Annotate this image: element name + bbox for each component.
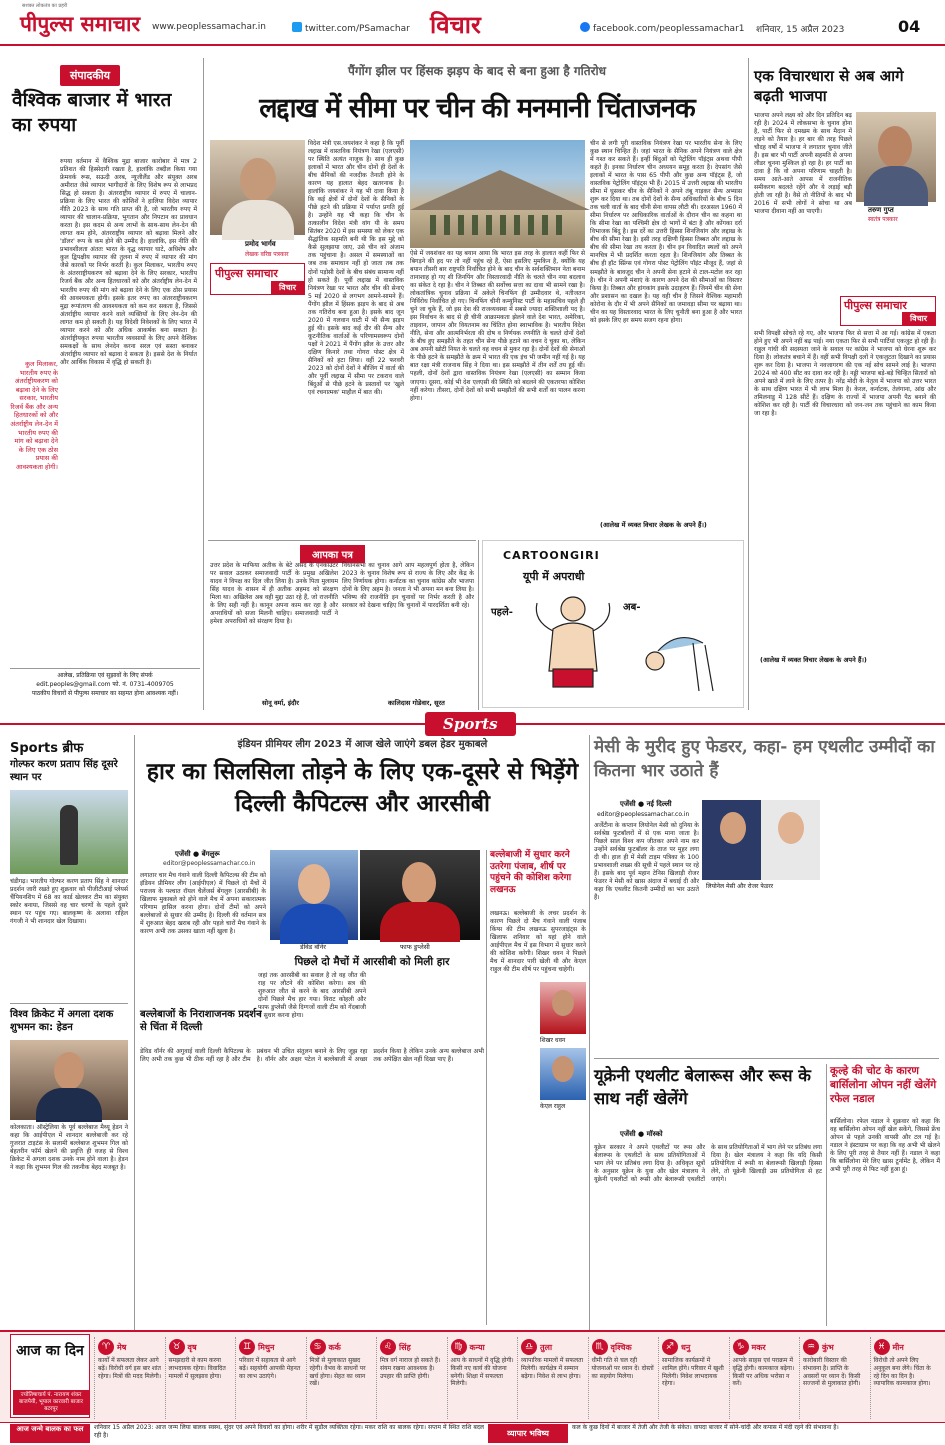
ipl-body: लगातार चार मैच गंवाने वाली दिल्ली कैपिटल्स की टीम को इंडियन प्रीमियर लीग (आईपीएल) में पिछले दो मैचों में पराजय के पश्चात रॉयल चैलेंजर्स बेंगलुरु (आरसीबी) के खिलाफ मुकाबले को होने वाले मैच में अपना सकारात्मक परिणाम हासिल करना होगा। दोनों टीमों को अपने बल्लेबाजों से सुधार की उम्मीद है। दिल्ली की वर्तमान सत्र में शुरुआत बेहद खराब रही और पहले चारों मैच गंवाने के कारण अभी तक उसका खाता नहीं खुला है। bbox=[140, 872, 266, 936]
ladakh-col3: चीन से लगी पूरी वास्तविक नियंत्रण रेखा पर भारतीय सेना के लिए कुछ स्थान चिन्हित हैं। जहां भारत के सैनिक अपने नियंत्रण वाले क्षेत्र में गश्त कर सकते हैं। इन्हीं बिंदुओं को पेट्रोलिंग पॉइंट्स अथवा पीपी कहते हैं। इनका निर्धारण चीन अध्ययन समूह करता है। देपसांग जैसे इलाकों में भारत के पास 65 पीपी और कुछ अन्य पॉइंट्स हैं, जो वास्तविक पेट्रोलिंग पॉइंट्स भी हैं। 2015 में उत्तरी लद्दाख की भारतीय सीमा में घुसकर चीन के सैनिकों ने अपने तंबू गाड़कर सैन्य अभ्यास शुरू कर दिया था। तब दोनों देशों के सैन्य अधिकारियों के बीच 5 दिन तक चली वार्ता के बाद चीनी सेना वापस लौटी थी। दरअसल 1960 में सीमा निर्धारण पर आधिकारिक वार्ताओं के दौरान चीन का कहना था कि सीमा रेखा का पश्चिमी क्षेत्र दो भागों में बंटा है और कोंगका दर्रा विभाजक बिंदु है। इस दर्रे का उत्तरी हिस्सा शिनजियांग और लद्दाख के बीच की सीमा रेखा है। इसी तरह दक्षिणी हिस्सा तिब्बत और लद्दाख के बीच की सीमा रेखा तय करता है। चीन इन विवादित स्थलों को अपने मानचित्र में भी प्रदर्शित करता रहता है। शिनजियांग और तिब्बत के बीच ही हॉट स्प्रिंग्स एवं गोगरा पोस्ट पेट्रोलिंग पॉइंट मौजूद हैं, जहां से समझौते के बावजूद चीन ने अपनी सेना हटाने से टाल-मटोल कर रहा है। चीन ने अपनी मंशाएं के कारण अपने देश की सीमाओं का विस्तार किया है। तिब्बत और हांगकांग इसके उदाहरण हैं। जिनमें चीन की सेना और प्रशासन का दखल है। यह वही चीन है जिसने वैश्विक महामारी कोरोना के दौर में भी अपने सैनिकों का जमावड़ा सीमा पर बढ़ाया था। चीन का यह विस्तारवाद भारत के लिए चुनौती बना हुआ है और भारत को इसके लिए हर समय सजग रहना होगा। bbox=[590, 140, 742, 324]
cartoon-after-label: अब- bbox=[623, 602, 641, 613]
cartoon-title: CARTOONGIRI bbox=[503, 549, 600, 562]
gill-shirt bbox=[36, 1088, 102, 1122]
divider bbox=[478, 540, 479, 710]
horoscope-sign bbox=[235, 1337, 306, 1419]
twitter-handle[interactable] bbox=[292, 22, 410, 34]
ukraine-body: यूक्रेन सरकार ने अपने एथलीटों पर रूस और बेलारूस के एथलीटों के साथ प्रतियोगिताओं में भाग लेने पर प्रतिबंध लगा दिया है। अधिकृत सूत्रों के अनुसार यूक्रेन के युवा और खेल मंत्रालय ने यूक्रेनी एथलीटों को रूसी और बेलारूसी एथलीटों के साथ प्रतियोगिताओं में भाग लेने पर प्रतिबंध लगा दिया है। खेल मंत्रालय ने कहा कि यदि किसी प्रतियोगिता में रूसी या बेलारूसी खिलाड़ी हिस्सा लेंगे, तो यूक्रेनी खिलाड़ी उस प्रतियोगिता से हट जाएंगे। bbox=[594, 1144, 822, 1184]
masthead-tagline: सशक्त लोकतंत्र का प्रहरी bbox=[22, 3, 68, 9]
ladakh-logo: पीपुल्स समाचार bbox=[215, 267, 278, 280]
letters-col1: उत्तर प्रदेश के माफिया अतीक के बेटे असद के एनकाउंटर पर सवाल उठाकर समाजवादी पार्टी के प्रमुख अखिलेश यादव ने विपक्ष का दिल जीत लिया है। उनके पिता मुलायम सिंह यादव के शासन में ही अतीक अहमद को संरक्षण मिला था। अखिलेश अब वही मुद्दा उठा रहे हैं, जो राजनीति के लिए सही नहीं है। कानून अपना काम कर रहा है और अपराधियों को सजा मिलनी चाहिए। समाजवादी पार्टी ने हमेशा अपराधियों को संरक्षण दिया है। bbox=[210, 562, 338, 626]
federer-agency: एजेंसी ● नई दिल्ली bbox=[620, 800, 672, 808]
cartoon-panel bbox=[482, 540, 744, 708]
sign-name: मेष bbox=[117, 1342, 127, 1352]
editorial-footer-email[interactable]: edit.peoples@gmail.com फो. नं. 0731-4009705 bbox=[36, 681, 174, 688]
sign-name: वृश्चिक bbox=[610, 1342, 632, 1352]
birth-text: शनिवार 15 अप्रैल 2023: आज जन्म लिया बालक स्वस्थ, सुंदर एवं अपने विचारों का होगा। शरीर में सुडौल व्यक्तित्व रहेगा। मकर राशि का बालक रहेगा। सप्तम में स्थित राशि बदल रही है। bbox=[94, 1424, 484, 1439]
zodiac-icon: ♐ bbox=[662, 1339, 678, 1355]
ipl-title: हार का सिलसिला तोड़ने के लिए एक-दूसरे से भिड़ेंगे दिल्ली कैपिटल्स और आरसीबी bbox=[146, 758, 579, 818]
bjp-author-name: तरुण गुप्त bbox=[868, 206, 894, 214]
messi-federer-caption: लियोनेल मेसी और रोजर फेडरर bbox=[706, 883, 774, 890]
sign-header bbox=[98, 1339, 162, 1355]
federer-email[interactable]: editor@peoplessamachar.co.in bbox=[597, 811, 690, 818]
twitter-text: twitter.com/PSamachar bbox=[305, 24, 410, 34]
ipl-kicker: इंडियन प्रीमियर लीग 2023 में आज खेले जाएंगे डबल हेडर मुकाबले bbox=[237, 739, 488, 750]
divider bbox=[748, 58, 749, 710]
author-name: प्रमोद भार्गव bbox=[245, 240, 276, 248]
editorial-title: वैश्विक बाजार में भारत का रुपया bbox=[12, 89, 172, 136]
letters-sig2: कालिदास गोडेवार, सूरत bbox=[388, 699, 445, 707]
letters-col2: विधानसभा का चुनाव आगे आप महत्वपूर्ण होता है, लेकिन 2023 के चुनाव विशेष रूप से राज्य के लिए और केंद्र के लिए निर्णायक होगा। कर्नाटक का चुनाव कांग्रेस और भाजपा दोनों के लिए अहम है। जनता ने भी अपना मन बना लिया है। भविष्य की राजनीति इन चुनावों पर निर्भर करती है और सरकार को देखना चाहिए कि चुनावों में पारदर्शिता बनी रहे। bbox=[342, 562, 474, 610]
ipl-agency: एजेंसी ● बेंगलुरू bbox=[175, 850, 220, 858]
sign-name: कन्या bbox=[469, 1342, 485, 1352]
rahul-face bbox=[552, 1056, 574, 1082]
sign-name: तुला bbox=[540, 1342, 553, 1352]
gill-face bbox=[54, 1052, 84, 1090]
bjp-author-face bbox=[878, 126, 912, 168]
bjp-section-badge: विचार bbox=[902, 312, 935, 325]
ipl-body-lower bbox=[140, 1110, 484, 1325]
sign-text: कार्यों में सफलता लेकर आगे बढ़ें। विरोधी वर्ग इस बार शांत रहेगा। मित्रों की मदद मिलेगी। bbox=[98, 1357, 162, 1380]
sports-banner: Sports bbox=[425, 712, 516, 736]
cartoon-drawing bbox=[523, 581, 738, 706]
bjp-title: एक विचारधारा से अब आगे बढ़ती भाजपा bbox=[754, 67, 904, 106]
author-photo bbox=[210, 140, 305, 235]
sign-header bbox=[733, 1339, 797, 1355]
horoscope-sign bbox=[165, 1337, 236, 1419]
zodiac-icon: ♍ bbox=[451, 1339, 467, 1355]
cartoon-before-label: पहले- bbox=[491, 607, 513, 618]
ladakh-col1: विदेश मंत्री एस.जयशंकर ने कहा है कि पूर्वी लद्दाख में वास्तविक नियंत्रण रेखा (एलएसी) पर स्थिति अत्यंत नाजुक है। साथ ही कुछ इलाकों में भारत और चीन दोनों ही देशों के बीच सैनिकों की नजदीक तैनाती होने के कारण यह हालात बेहद खतरनाक है। हालांकि जयशंकर ने यह भी दावा किया है कि कई क्षेत्रों में दोनों देशों के सैनिकों के पीछे हटने की प्रक्रिया में पर्याप्त प्रगति हुई है। उन्होंने यह भी कहा कि चीन के तत्कालीन विदेश मंत्री वांग यी के समय सितंबर 2020 में इस समस्या को लेकर एक सैद्धांतिक सहमति बनी थी कि इस मुद्दे को कैसे सुलझाया जाए, उसे चीन को अंजाम तक पहुंचाना है। असल में समस्याओं का जब तक समाधान नहीं हो जाता तब तक दोनों पड़ोसी देशों के बीच संबंध सामान्य नहीं हो सकते हैं। पूर्वी लद्दाख में वास्तविक नियंत्रण रेखा पर भारत और चीन की सेनाएं 5 मई 2020 से लगभग आमने-सामने हैं। पैंगोंग झील में हिंसक झड़प के बाद से अब तक गतिरोध बना हुआ है। इसके बाद जून 2020 में गलवान घाटी में भी सैन्य झड़प हुई थी। इसके बाद कई दौर की सैन्य और कूटनीतिक वार्ताओं के परिणामस्वरूप दोनों पक्षों ने 2021 में पैंगोंग झील के उत्तर और दक्षिण किनारे तथा गोगरा पोस्ट क्षेत्र में सैनिकों को हटा लिया। वहीं 22 फरवरी 2023 को दोनों देशों ने बीजिंग में वार्ता की और पूर्वी लद्दाख में सीमा पर टकराव वाले बिंदुओं से पीछे हटने के प्रस्तावों पर 'खुले एवं रचनात्मक' माहौल में बात की। bbox=[308, 140, 404, 396]
golf-photo bbox=[10, 790, 128, 874]
sign-text: विरोधी तो अपने लिए अनुकूल बना लेंगे। चिंता के रहे दिन का दिन है। व्यापारिक कामकाज होगा। bbox=[873, 1357, 931, 1388]
dc-body: डेविड वॉर्नर की अगुवाई वाली दिल्ली कैपिटल्स के लिए अभी तक कुछ भी ठीक नहीं रहा है और टीम प्रबंधन भी उचित संतुलन बनाने के लिए जूझ रहा है। वॉर्नर और अक्षर पटेल ने बल्लेबाजी में अच्छा प्रदर्शन किया है लेकिन उनके अन्य बल्लेबाज अभी तक अपेक्षित खेल नहीं दिखा पाए हैं। bbox=[140, 1048, 484, 1064]
gill-photo bbox=[10, 1040, 128, 1120]
duplessis-jersey bbox=[380, 902, 460, 942]
horoscope-sign bbox=[306, 1337, 377, 1419]
sign-text: आय के साधनों में वृद्धि होगी। किसी नए कार्य की योजना बनेगी। शिक्षा में सफलता मिलेगी। bbox=[450, 1357, 514, 1388]
golf-body: चंडीगढ़। भारतीय गोल्फर करण प्रताप सिंह ने शानदार प्रदर्शन जारी रखते हुए शुक्रवार को पीजीटीआई प्लेयर्स चैंपियनशिप में 68 का कार्ड खेलकर टीम का संयुक्त स्कोर बनाया, जिससे वह चार चरणों के पहले दूसरे स्थान पर पहुंच गए। बालकृष्ण के अलावा राहिल गंगजी ने भी शानदार खेल दिखाया। bbox=[10, 878, 128, 926]
section-title: विचार bbox=[430, 10, 481, 39]
ladakh-title: लद्दाख में सीमा पर चीन की मनमानी चिंताजनक bbox=[259, 93, 695, 124]
federer-title: मेसी के मुरीद हुए फेडरर, कहा- हम एथलीट उम्मीदों का कितना भार उठाते हैं bbox=[594, 737, 935, 781]
divider bbox=[10, 1003, 128, 1004]
page-number: 04 bbox=[898, 17, 921, 36]
divider bbox=[589, 735, 590, 1330]
editorial-tag: संपादकीय bbox=[60, 65, 120, 86]
horoscope-sign bbox=[729, 1337, 800, 1419]
dhawan-face bbox=[552, 990, 574, 1016]
zodiac-icon: ♌ bbox=[380, 1339, 396, 1355]
zodiac-icon: ♊ bbox=[239, 1339, 255, 1355]
editorial-footer-disclaimer: पाठकीय विचारों से पीपुल्स समाचार का सहमत होना आवश्यक नहीं। bbox=[31, 690, 179, 697]
sign-name: मीन bbox=[892, 1342, 904, 1352]
warner-jersey bbox=[280, 904, 348, 944]
divider bbox=[826, 1064, 827, 1326]
warner-photo bbox=[270, 850, 358, 940]
sign-name: कुंभ bbox=[822, 1342, 834, 1352]
site-url[interactable]: www.peoplessamachar.in bbox=[152, 22, 266, 32]
horoscope-title: आज का दिन bbox=[16, 1343, 84, 1359]
sign-header bbox=[310, 1339, 374, 1355]
warner-face bbox=[298, 864, 330, 904]
strongman-figure bbox=[536, 597, 609, 687]
sign-text: मित्रों से मुलाकात सुखद रहेगी। वैभव के साधनों पर खर्च होगा। सेहत का ध्यान रखें। bbox=[309, 1357, 366, 1388]
facebook-handle[interactable] bbox=[580, 22, 745, 34]
ladakh-col1b bbox=[210, 298, 404, 536]
sign-name: सिंह bbox=[399, 1342, 411, 1352]
birth-tag: आज जन्मे बालक का फल bbox=[10, 1424, 90, 1443]
sign-header bbox=[662, 1339, 726, 1355]
zodiac-icon: ♏ bbox=[592, 1339, 608, 1355]
horoscope-sign bbox=[94, 1337, 165, 1419]
sign-name: कर्क bbox=[328, 1342, 341, 1352]
nadal-title: कूल्हे की चोट के कारण बार्सिलोना ओपन नहीं खेलेंगे रफेल नडाल bbox=[830, 1065, 937, 1106]
business-text: कल के कुछ दिनों में बाजार में तेजी और तेजी के संकेत। वायदा बाजार में सोने-चांदी और कपास में मंदी रहने की संभावना है। bbox=[572, 1424, 839, 1431]
sign-text: मित्र वर्ग नाराज हो सकते हैं। संयम रखना आवश्यक है। उपहार की प्राप्ति होगी। bbox=[380, 1357, 441, 1380]
bjp-body1: भाजपा अपने लक्ष्य को और दिन प्रतिदिन बढ़ रही है। 2024 में लोकसभा के चुनाव होना है, पार्टी फिर से दमखम के साथ मैदान में लड़ने को तैयार है। हर बार की तरह पिछले चौदह वर्षों में भाजपा ने लगातार चुनाव जीते हैं। इस बार भी पार्टी अपनी सहमति से अपना लीडर चुनना मुश्किल हो रहा है। हर पार्टी का दावा है कि वो अपना परिणाम चाहती है। समय आते-आते आपस में राजनीतिक समीकरण बदलते रहेंगे और ये लड़ाई बड़ी होती जा रही है। वैसे तो नीतियों के बाद भी 2016 में सभी लोगों ने सोचा था अब भाजपा दीवाना नहीं आ पाएगी। bbox=[754, 112, 852, 216]
zodiac-icon: ♋ bbox=[310, 1339, 326, 1355]
business-tag: व्यापार भविष्य bbox=[488, 1424, 568, 1443]
bjp-body2: सभी विपक्षी सोचते रहे गए, और भाजपा फिर से सत्ता में आ गई। कांग्रेस में एकता होने हुए भी अपने नहीं बढ़ पाई। नया एकता फिर से सभी पार्टियां एकजुट हो रही हैं। राहुल गांधी की सदस्यता जाने के सवाल पर कांग्रेस ने भाजपा को घेरना शुरू कर दिया है। लोकतंत्र बचाने में हैं। वहीं सभी विपक्षी दलों ने एकजुटता दिखाने का प्रयास शुरू कर दिया है। भाजपा ने नवजागरण की एक नई सोच सामने लाई है। भाजपा 2024 को 400 सीट का दावा कर रही है। नड्डी भाजपा बड़े-बड़े चिन्हित सितारों को अपने खाते में लाने के लिए तत्पर है। नरेंद्र मोदी के नेतृत्व में भाजपा को उत्तर भारत के साथ दक्षिण भारत में भी लाभ मिला है। केरल, कर्नाटक, तेलंगाना, आंध्र और तमिलनाडु में 128 सीटें हैं। दक्षिण के राज्यों में भाजपा अपनी पैठ बनाने की कोशिश कर रही है। पार्टी की विचारधारा को जन-जन तक पहुंचाने का काम किया जा रहा है। bbox=[754, 330, 936, 418]
messi-federer-photo bbox=[702, 800, 820, 880]
dc-head: बल्लेबाजों के निराशाजनक प्रदर्शन से चिंता में दिल्ली bbox=[140, 1009, 262, 1033]
duplessis-photo bbox=[360, 850, 480, 940]
ladakh-logo-box bbox=[210, 263, 305, 295]
zodiac-icon: ♈ bbox=[98, 1339, 114, 1355]
zodiac-icon: ♎ bbox=[521, 1339, 537, 1355]
federer-body: अर्जेंटीना के कप्तान लियोनेल मेसी को दुनिया के सर्वश्रेष्ठ फुटबॉलरों में से एक माना जाता है। पिछले साल विश्व कप जीतकर अपने नाम कर उन्होंने सर्वश्रेष्ठ फुटबॉलर के ताज पर मुहर लगा दी थी। हाल ही में मेसी टाइम पत्रिका के 100 प्रभावशाली शख्स की सूची में पहले स्थान पर रहे हैं। इसके बाद पूर्व महान टेनिस खिलाड़ी रोजर फेडरर ने मेसी को खास अंदाज में बधाई दी और कहा कि एथलीट कितनी उम्मीदों का भार उठाते हैं। bbox=[594, 822, 699, 902]
golfer-figure bbox=[60, 805, 78, 865]
masthead-logo: पीपुल्स समाचार bbox=[20, 11, 141, 36]
horoscope-sign bbox=[799, 1337, 870, 1419]
sign-text: समझदारी से काम करना लाभदायक रहेगा। विवादित मामलों में सुलझाव होगा। bbox=[168, 1357, 226, 1380]
letters-title: आपका पत्र bbox=[300, 545, 365, 563]
bjp-logo: पीपुल्स समाचार bbox=[844, 299, 907, 312]
sign-header bbox=[803, 1339, 867, 1355]
divider bbox=[134, 735, 135, 1330]
rcb-head: पिछले दो मैचों में आरसीबी को मिली हार bbox=[294, 956, 450, 968]
editorial-footer-line1: आलेख, प्रतिक्रिया एवं सुझावों के लिए संपर्क bbox=[57, 672, 153, 679]
letters-sig1: सोनू वर्मा, इंदौर bbox=[262, 699, 299, 707]
zodiac-icon: ♑ bbox=[733, 1339, 749, 1355]
zodiac-icon: ♉ bbox=[169, 1339, 185, 1355]
divider bbox=[208, 540, 476, 541]
twitter-icon bbox=[292, 22, 302, 32]
ukraine-title: यूक्रेनी एथलीट बेलारूस और रूस के साथ नहीं खेलेंगे bbox=[594, 1066, 811, 1109]
bent-figure bbox=[646, 638, 713, 691]
rahul-photo bbox=[540, 1048, 586, 1100]
horoscope-sign bbox=[447, 1337, 518, 1419]
ipl-email[interactable]: editor@peoplessamachar.co.in bbox=[163, 860, 256, 867]
duplessis-caption: फाफ डुप्लेसी bbox=[400, 943, 430, 951]
masthead bbox=[0, 0, 945, 46]
facebook-text: facebook.com/peoplessamachar1 bbox=[593, 24, 745, 34]
sign-header bbox=[592, 1339, 656, 1355]
sign-name: मकर bbox=[751, 1342, 766, 1352]
ladakh-kicker: पैंगोंग झील पर हिंसक झड़प के बाद से बना हुआ है गतिरोध bbox=[348, 64, 606, 78]
rcb-body: जहां तक आरसीबी का सवाल है तो वह जीत की राह पर लौटने की कोशिश करेगा। सत्र की शुरुआत जीत से करने के बाद आरसीबी अपने दोनों पिछले मैच हार गया। विराट कोहली और फाफ डुप्लेसी जैसे दिग्गजों वाली टीम को गेंदबाजी में सुधार करना होगा। bbox=[258, 972, 366, 1020]
horoscope-sign bbox=[658, 1337, 729, 1419]
horoscope-sign bbox=[517, 1337, 588, 1419]
golf-title: गोल्फर करण प्रताप सिंह दूसरे स्थान पर bbox=[10, 759, 118, 783]
sign-name: मिथुन bbox=[258, 1342, 275, 1352]
wc-body: कोलकाता। ऑस्ट्रेलिया के पूर्व बल्लेबाज मैथ्यू हेडन ने कहा कि आईपीएल में शानदार बल्लेबाजी कर रहे गुजरात टाइटंस के सलामी बल्लेबाज शुभमन गिल को बेहतरीन फॉर्म खेलने की प्रवृत्ति ही वजह से विश्व क्रिकेट में अगला दशक उनके नाम होने वाला है। हेडन ने कहा कि शुभमन गिल की तकनीक बेहद मजबूत है। bbox=[10, 1124, 128, 1172]
warner-caption: डेविड वॉर्नर bbox=[300, 943, 326, 951]
sign-name: वृष bbox=[187, 1342, 197, 1352]
divider bbox=[486, 850, 487, 1325]
rahul-caption: केएल राहुल bbox=[540, 1103, 566, 1110]
rcb-body-b bbox=[370, 972, 482, 1042]
dhawan-photo bbox=[540, 982, 586, 1034]
divider bbox=[203, 58, 204, 710]
facebook-icon bbox=[580, 22, 590, 32]
federer-body-b bbox=[702, 893, 820, 1053]
sign-text: सामाजिक कार्यक्रमों में शामिल होंगे। परिवार में खुशी मिलेगी। निवेश लाभदायक रहेगा। bbox=[662, 1357, 724, 1388]
dhawan-head: बल्लेबाजी में सुधार करने उतरेगा पंजाब, शीर्ष पर पहुंचने की कोशिश करेगा लखनऊ bbox=[490, 850, 572, 896]
author-role: लेखक वरिष्ठ पत्रकार bbox=[245, 251, 289, 258]
sign-header bbox=[380, 1339, 444, 1355]
zodiac-icon: ♓ bbox=[874, 1339, 890, 1355]
bjp-logo-box bbox=[840, 296, 936, 326]
horoscope-sign bbox=[376, 1337, 447, 1419]
editorial-footer bbox=[10, 668, 200, 706]
federer-body-c bbox=[824, 800, 938, 1053]
messi-face bbox=[720, 812, 746, 844]
sports-brief-tag bbox=[10, 738, 83, 756]
ladakh-photo bbox=[410, 140, 585, 248]
sign-name: धनु bbox=[681, 1342, 691, 1352]
federer-face bbox=[778, 812, 804, 844]
sign-text: धीमी गति से चल रही योजनाओं पर ध्यान दें। दोस्तों का सहयोग मिलेगा। bbox=[591, 1357, 654, 1380]
issue-date: शनिवार, 15 अप्रैल 2023 bbox=[756, 25, 845, 35]
nadal-body: बार्सिलोना। रफेल नडाल ने शुक्रवार को कहा कि वह बार्सिलोना ओपन नहीं खेल सकेंगे, जिससे फ्रेंच ओपन से पहले उनकी वापसी और टल गई है। नडाल ने इंस्टाग्राम पर कहा कि वह अभी भी खेलने के लिए पूरी तरह से तैयार नहीं हैं। नडाल ने कहा कि बार्सिलोना मेरे लिए खास टूर्नामेंट है, लेकिन मैं अभी पूरी तरह से फिट नहीं हुआ हूं। bbox=[830, 1118, 940, 1174]
ukraine-agency: एजेंसी ● मॉस्को bbox=[620, 1130, 663, 1138]
zodiac-icon: ♒ bbox=[803, 1339, 819, 1355]
sign-header bbox=[874, 1339, 938, 1355]
wc-title: विश्व क्रिकेट में अगला दशक शुभमन का: हेडन bbox=[10, 1009, 114, 1033]
astrologer: ज्योतिषाचार्य पं. नारायण शंकर बाजपेयी, भूपाल कारवारी बाजार बटरपुर bbox=[13, 1390, 89, 1415]
ladakh-note: (आलेख में व्यक्त विचार लेखक के अपने हैं।) bbox=[600, 521, 707, 529]
bjp-author-photo bbox=[856, 112, 936, 202]
dhawan-body: लखनऊ। बल्लेबाजी के लचर प्रदर्शन के कारण पिछले दो मैच गंवाने वाली पंजाब किंग्स की टीम लखनऊ सुपरजाइंट्स के खिलाफ शनिवार को यहां होने वाले आईपीएल मैच में इस विभाग में सुधार करने की कोशिश करेगी। शिखर धवन ने पिछले मैच में शानदार पारी खेली थी और केएल राहुल की टीम शीर्ष पर पहुंचना चाहेगी। bbox=[490, 910, 586, 974]
soldiers-row bbox=[430, 215, 570, 235]
sports-brief-text: Sports ब्रीफ bbox=[10, 741, 84, 756]
sign-header bbox=[239, 1339, 303, 1355]
ladakh-col2: ऐसे में जयशंकर का यह बयान आया कि भारत इस तरह के हालात कहीं फिर से बिगड़ने की हद पर तो नहीं पहुंच रहे हैं, ऐसा इसलिए मुमकिन है, क्योंकि यह बयान तीसरी बार राष्ट्रपति निर्वाचित होने के बाद चीन के सर्वशक्तिमान नेता बनाम तानाशाह हो गए शी जिनपिंग और विस्तारवादी नीति के चलते चीन नया बदलाव का संकेत दे रहा है। चीन ने तिब्बत की सर्वोच्च सत्ता का दावा भी सामने रखा है। लोकतांत्रिक चुनाव प्रक्रिया में अकेले चिनफिंग ही उम्मीदवार थे, नतीजतन निर्विरोध निर्वाचित हो गए। चिनफिंग चीनी कम्युनिस्ट पार्टी के महासचिव पहले ही चुने जा चुके हैं, जो इस देश की राजव्यवस्था में सबसे ज्यादा शक्तिशाली पद है। इस निर्वाचन के बाद से ही चीनी आक्रामकता झेलने वाले देश भारत, अमेरिका, ताइवान, जापान और वियतनाम का चिंतित होना स्वाभाविक है। भारतीय विदेश नीति, सेना और आत्मनिर्भरता की दोष व निर्णयक रणनीति के चलते दोनों देशों के बीच हुए समझौते के तहत चीन सेना पीछे हटाने का वचन दे चुका था, लेकिन अब अपनी खोटी नियत के चलते वह वचन से मुकर रहा है। दोनों देशों की सेनाओं के पीछे हटने के समझौते के क्रम में भारत की एक इंच भी जमीन नहीं गई है। यह बात रक्षा मंत्री राजनाथ सिंह ने दिया था। इस समझौते में तीन शर्तें तय हुई थीं। पहली, दोनों देशों द्वारा वास्तविक नियंत्रण रेखा (एलएसी) का सम्मान किया जाएगा। दूसरा, कोई भी देश एलएसी की स्थिति को बदलने की एकतरफा कोशिश नहीं करेगा। तीसरा, दोनों देशों को सभी समझौतों की सभी शर्तों का पालन करना होगा। bbox=[410, 250, 585, 402]
author-face bbox=[240, 158, 276, 202]
horoscope-sign bbox=[588, 1337, 659, 1419]
ladakh-section-badge: विचार bbox=[271, 281, 304, 294]
mountain-shape bbox=[410, 170, 590, 210]
sign-text: परिवार में सहायता से आगे बढ़ें। सहयोगी आपकी मेहनत का लाभ उठाएंगे। bbox=[239, 1357, 301, 1380]
editorial-body: रुपया वर्तमान में वैश्विक मुद्रा बाजार कारोबार में मात्र 2 प्रतिशत की हिस्सेदारी रखता है, हालांकि तब्दील किया गया फ्रेमवर्क रूस, सऊदी अरब, न्यूजीलैंड और संयुक्त अरब अमीरात जैसे व्यापार भागीदारों के लिए विशेष रूप से लाभप्रद सिद्ध हो सकता है। अंतरराष्ट्रीय व्यापार में रुपए में चालान-प्रक्रिया के लिए भारत की कोशिशें ने हालिया विदेश व्यापार नीति 2023 के साथ गति प्राप्त की है, जो भारतीय रुपए में व्यापार की चालान-प्रक्रिया, भुगतान और निपटान का प्रावधान करता है। इस कदम से अन्य लाभों के साथ-साथ लेन-देन की लागत कम होने, अंतरराष्ट्रीय व्यापार को बढ़ावा मिलने और 'डॉलर' रूप के कम होने की उम्मीद है। हालांकि, इस नीति की प्रभावशीलता अंततः भारत के वृद्ध व्यापार घाटे, अधिशेष और कुल द्विपक्षीय व्यापार की तुलना में रुपए में व्यापार की मांग जैसे कारकों पर निर्भर करती है। कुल मिलाकर, भारतीय रुपए के अंतरराष्ट्रीयकरण को बढ़ावा देने के लिए सरकार, भारतीय रिजर्व बैंक और अन्य हितधारकों को और अंतर्राष्ट्रीय लेन-देन में भारतीय रुपए की मांग को बढ़ावा देने के लिए एक ठोस प्रयास की आवश्यकता होगी। इसके इतर रुपए का अंतरराष्ट्रीयकरण मुद्रा रूपांतरण की आवश्यकता को कम कर सकता है, जिससे अंतर्राष्ट्रीय व्यापार करने वाले व्यक्तियों के लिए लेन-देन की लागत कम हो सकती है। यह विदेशी निवेशकों के लिए भारत में व्यापार करने को और अधिक आकर्षक बना सकता है। अंतर्राष्ट्रीयकृत रुपया भारतीय व्यवसायों के लिए अपने वैश्विक समकक्षों के साथ लेनदेन करना सरल एवं सस्ता बनाकर अंतर्राष्ट्रीय व्यापार को बढ़ावा दे सकता है। इससे देश के निर्यात और आर्थिक विकास में वृद्धि हो सकती है। bbox=[60, 158, 197, 366]
editorial-pullquote: कुल मिलाकर, भारतीय रुपए के अंतर्राष्ट्रीयकरण को बढ़ावा देने के लिए सरकार, भारतीय रिजर्व बैंक और अन्य हितधारकों को और अंतर्राष्ट्रीय लेन-देन में भारतीय रुपए की मांग को बढ़ावा देने के लिए एक ठोस प्रयास की आवश्यकता होगी। bbox=[10, 360, 58, 471]
cartoon-label: यूपी में अपराधी bbox=[523, 570, 585, 583]
sign-header bbox=[169, 1339, 233, 1355]
duplessis-face bbox=[402, 862, 436, 904]
bjp-note: (आलेख में व्यक्त विचार लेखक के अपने हैं।) bbox=[760, 656, 867, 664]
sign-text: कारोबारी विस्तार की संभावना है। प्राप्ति के अवसरों पर ध्यान दें। किसी सज्जनों से मुलाकात होगी। bbox=[803, 1357, 861, 1388]
divider bbox=[594, 1058, 939, 1059]
sign-text: आपके साहस एवं पराक्रम में वृद्धि होगी। कामकाज बढ़ेगा। किसी पर अधिक भरोसा न करें। bbox=[732, 1357, 795, 1388]
dhawan-caption: शिखर धवन bbox=[540, 1037, 566, 1044]
sign-header bbox=[451, 1339, 515, 1355]
bjp-author-shirt bbox=[864, 166, 928, 206]
author-shoulders bbox=[222, 200, 294, 240]
sign-text: व्यापारिक मामलों में सफलता मिलेगी। कार्यक्षेत्र में सम्मान बढ़ेगा। निवेश से लाभ होगा। bbox=[521, 1357, 584, 1380]
bjp-author-role: स्वतंत्र पत्रकार bbox=[868, 216, 898, 223]
horoscope-sign bbox=[870, 1337, 941, 1419]
sign-header bbox=[521, 1339, 585, 1355]
horoscope-title-box bbox=[10, 1334, 90, 1418]
